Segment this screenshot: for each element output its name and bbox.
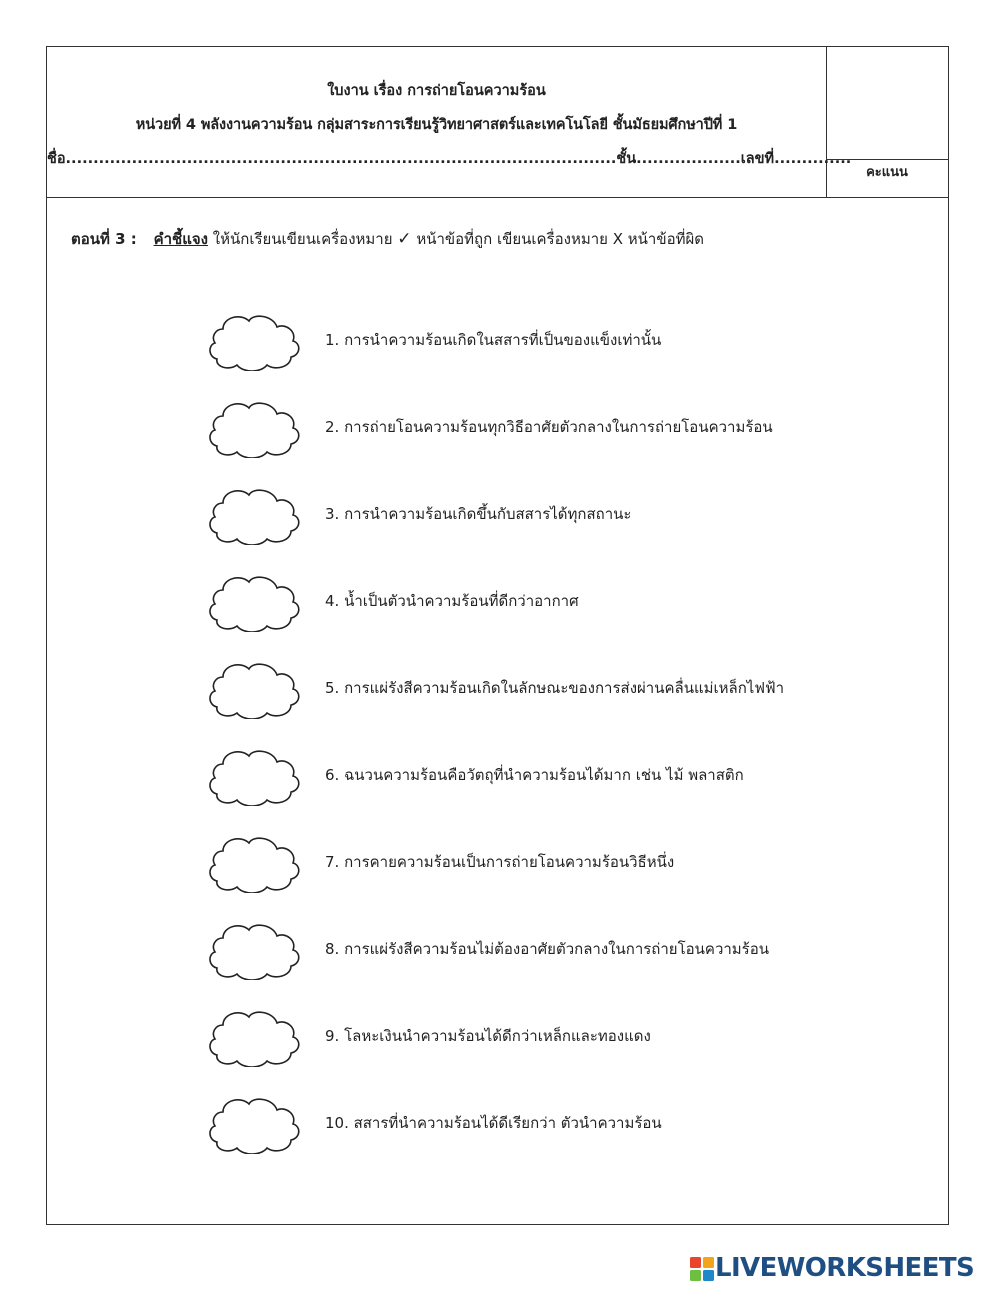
instructions-label: คำชี้แจง bbox=[153, 230, 208, 248]
question-text: 1. การนำความร้อนเกิดในสสารที่เป็นของแข็งเท่านั้น bbox=[325, 331, 662, 349]
student-name-line: ชื่อ....................................................................................................ชั้น...................เลขที่.............. bbox=[47, 151, 852, 167]
question-row bbox=[205, 655, 905, 719]
question-row bbox=[205, 829, 905, 893]
question-text: 8. การแผ่รังสีความร้อนไม่ต้องอาศัยตัวกลางในการถ่ายโอนความร้อน bbox=[325, 940, 769, 958]
question-text: 10. สสารที่นำความร้อนได้ดีเรียกว่า ตัวนำความร้อน bbox=[325, 1114, 662, 1132]
liveworksheets-logo-icon bbox=[690, 1257, 714, 1281]
answer-cloud-icon[interactable] bbox=[205, 481, 305, 545]
answer-cloud-icon[interactable] bbox=[205, 568, 305, 632]
question-text: 9. โลหะเงินนำความร้อนได้ดีกว่าเหล็กและทองแดง bbox=[325, 1027, 651, 1045]
instructions-text-after: หน้าข้อที่ถูก เขียนเครื่องหมาย X หน้าข้อที่ผิด bbox=[416, 230, 704, 248]
answer-cloud-icon[interactable] bbox=[205, 1003, 305, 1067]
answer-cloud-icon[interactable] bbox=[205, 655, 305, 719]
instructions-text-before: ให้นักเรียนเขียนเครื่องหมาย bbox=[212, 230, 393, 248]
header-info bbox=[47, 47, 852, 197]
worksheet-title: ใบงาน เรื่อง การถ่ายโอนความร้อน bbox=[327, 83, 546, 99]
question-text: 7. การคายความร้อนเป็นการถ่ายโอนความร้อนวิธีหนึ่ง bbox=[325, 853, 675, 871]
question-row bbox=[205, 394, 905, 458]
answer-cloud-icon[interactable] bbox=[205, 742, 305, 806]
worksheet-frame bbox=[46, 46, 949, 1225]
score-field[interactable] bbox=[826, 47, 948, 160]
question-text: 3. การนำความร้อนเกิดขึ้นกับสสารได้ทุกสถานะ bbox=[325, 505, 632, 523]
question-row bbox=[205, 1003, 905, 1067]
answer-cloud-icon[interactable] bbox=[205, 307, 305, 371]
answer-cloud-icon[interactable] bbox=[205, 394, 305, 458]
question-row bbox=[205, 568, 905, 632]
question-row bbox=[205, 1090, 905, 1154]
question-text: 6. ฉนวนความร้อนคือวัตถุที่นำความร้อนได้มาก เช่น ไม้ พลาสติก bbox=[325, 766, 744, 784]
part-label: ตอนที่ 3 : bbox=[71, 230, 137, 248]
instructions bbox=[71, 227, 704, 251]
question-row bbox=[205, 307, 905, 371]
answer-cloud-icon[interactable] bbox=[205, 1090, 305, 1154]
worksheet-subtitle: หน่วยที่ 4 พลังงานความร้อน กลุ่มสาระการเรียนรู้วิทยาศาสตร์และเทคโนโลยี ชั้นมัธยมศึกษาปีที่ 1 bbox=[135, 117, 738, 133]
answer-cloud-icon[interactable] bbox=[205, 916, 305, 980]
question-text: 5. การแผ่รังสีความร้อนเกิดในลักษณะของการส่งผ่านคลื่นแม่เหล็กไฟฟ้า bbox=[325, 679, 785, 697]
brand-name: LIVEWORKSHEETS bbox=[715, 1253, 975, 1283]
score-box bbox=[826, 47, 948, 197]
question-row bbox=[205, 916, 905, 980]
worksheet-header bbox=[47, 47, 948, 198]
question-text: 4. น้ำเป็นตัวนำความร้อนที่ดีกว่าอากาศ bbox=[325, 592, 579, 610]
check-mark-icon: ✓ bbox=[397, 229, 412, 249]
question-text: 2. การถ่ายโอนความร้อนทุกวิธีอาศัยตัวกลางในการถ่ายโอนความร้อน bbox=[325, 418, 773, 436]
score-label: คะแนน bbox=[866, 165, 908, 180]
answer-cloud-icon[interactable] bbox=[205, 829, 305, 893]
question-row bbox=[205, 742, 905, 806]
question-row bbox=[205, 481, 905, 545]
